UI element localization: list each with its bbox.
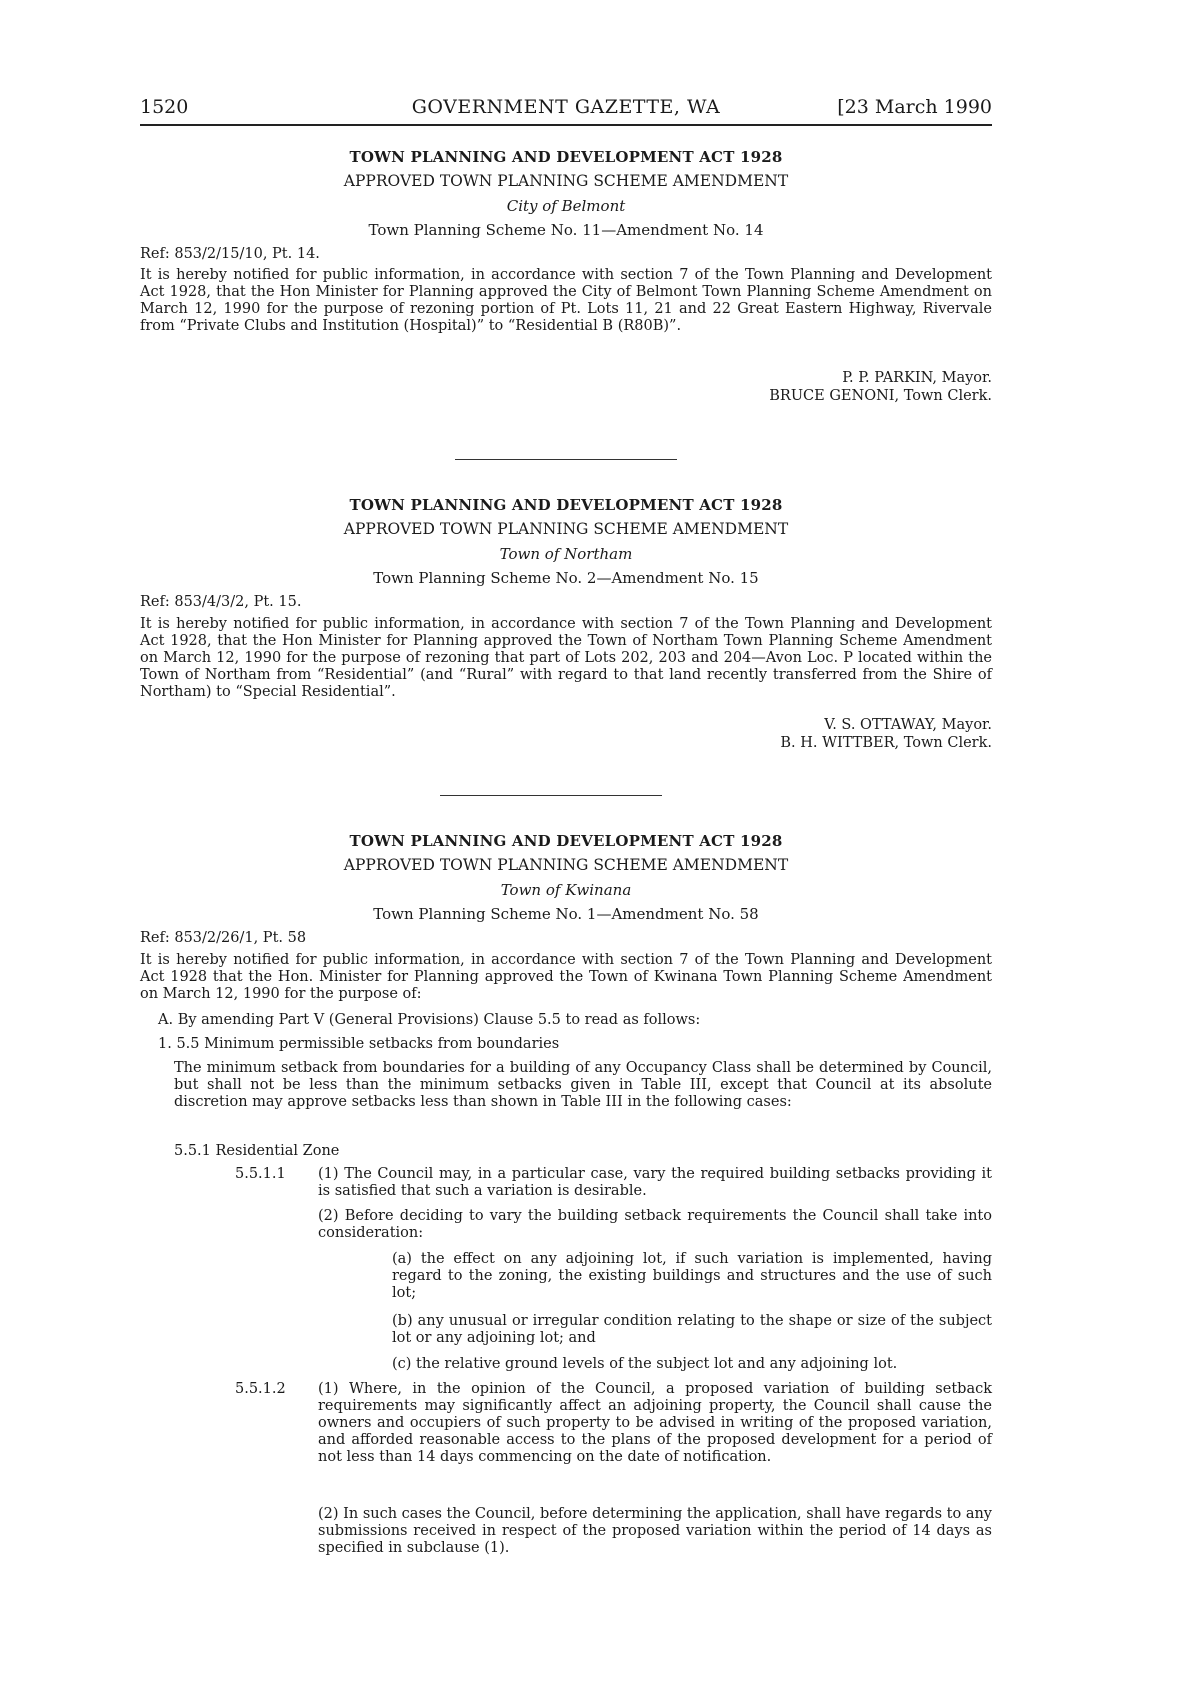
signatory-clerk: BRUCE GENONI, Town Clerk.: [769, 388, 992, 404]
notice-council: Town of Kwinana: [500, 881, 632, 899]
clause-item-a: (a) the effect on any adjoining lot, if such variation is implemented, having regard to the zoning, the existing buildings and structures and the use of such lot;: [392, 1251, 992, 1301]
page-number: 1520: [140, 96, 189, 118]
notice-body: It is hereby notified for public information, in accordance with section 7 of the Town Planning and Development Act 1928 that the Hon. Minister for Planning approved the Town of Kwinana Town Planning Scheme Amendment on March 12, 1990 for the purpose of:: [140, 952, 992, 1002]
notice-body: It is hereby notified for public information, in accordance with section 7 of the Town Planning and Development Act 1928, that the Hon Minister for Planning approved the City of Belmont Town Planning Scheme Amendment on March 12, 1990 for the purpose of rezoning portion of Pt. Lots 11, 21 and 22 Great Eastern Highway, Rivervale from “Private Clubs and Institution (Hospital)” to “Residential B (R80B)”.: [140, 267, 992, 334]
signatory-clerk: B. H. WITTBER, Town Clerk.: [780, 735, 992, 751]
clause-5-5-1-1-part-2: (2) Before deciding to vary the building setback requirements the Council shall take into consideration:: [318, 1208, 992, 1241]
section-divider: [440, 795, 662, 796]
notice-body: It is hereby notified for public information, in accordance with section 7 of the Town Planning and Development Act 1928, that the Hon Minister for Planning approved the Town of Northam Town Planning Scheme Amendment on March 12, 1990 for the purpose of rezoning that part of Lots 202, 203 and 204—Avon Loc. P located within the Town of Northam from “Residential” (and “Rural” with regard to that land recently transferred from the Shire of Northam) to “Special Residential”.: [140, 616, 992, 700]
clause-5-5-1-2-part-1: (1) Where, in the opinion of the Council, a proposed variation of building setback requirements may significantly affect an adjoining property, the Council shall cause the owners and occupiers of such property to be advised in writing of the proposed variation, and afforded reasonable access to the plans of the proposed development for a period of not less than 14 days commencing on the date of notification.: [318, 1381, 992, 1465]
notice-ref: Ref: 853/2/15/10, Pt. 14.: [140, 246, 320, 262]
notice-act-title: TOWN PLANNING AND DEVELOPMENT ACT 1928: [349, 148, 783, 166]
section-divider: [455, 459, 677, 460]
clause-5-5-1-2-part-2: (2) In such cases the Council, before determining the application, shall have regards to any submissions received in respect of the proposed variation within the period of 14 days as specified in subclause (1).: [318, 1506, 992, 1556]
notice-act-title: TOWN PLANNING AND DEVELOPMENT ACT 1928: [349, 496, 783, 514]
clause-number: 5.5.1.1: [235, 1166, 286, 1182]
notice-act-title: TOWN PLANNING AND DEVELOPMENT ACT 1928: [349, 832, 783, 850]
notice-council: Town of Northam: [499, 545, 633, 563]
clause-5-5-1-1-part-1: (1) The Council may, in a particular case, vary the required building setbacks providing it is satisfied that such a variation is desirable.: [318, 1166, 992, 1199]
notice-ref: Ref: 853/2/26/1, Pt. 58: [140, 930, 307, 946]
notice-scheme: Town Planning Scheme No. 1—Amendment No. 58: [373, 905, 759, 923]
clause-item-c: (c) the relative ground levels of the subject lot and any adjoining lot.: [392, 1356, 898, 1372]
clause-number: 5.5.1.2: [235, 1381, 286, 1397]
notice-scheme: Town Planning Scheme No. 11—Amendment No. 14: [368, 221, 764, 239]
clause-item-b: (b) any unusual or irregular condition relating to the shape or size of the subject lot or any adjoining lot; and: [392, 1313, 992, 1346]
notice-heading: APPROVED TOWN PLANNING SCHEME AMENDMENT: [343, 856, 789, 874]
notice-council: City of Belmont: [506, 197, 626, 215]
issue-date: [23 March 1990: [837, 96, 992, 118]
subclause-5-5-1: 5.5.1 Residential Zone: [174, 1143, 340, 1159]
header-rule: [140, 124, 992, 126]
notice-heading: APPROVED TOWN PLANNING SCHEME AMENDMENT: [343, 520, 789, 538]
notice-heading: APPROVED TOWN PLANNING SCHEME AMENDMENT: [343, 172, 789, 190]
signatory-mayor: V. S. OTTAWAY, Mayor.: [824, 717, 992, 733]
signatory-mayor: P. P. PARKIN, Mayor.: [842, 370, 992, 386]
clause-5-5-text: The minimum setback from boundaries for a building of any Occupancy Class shall be determined by Council, but shall not be less than the minimum setbacks given in Table III, except that Council at its absolute discretion may approve setbacks less than shown in Table III in the following cases:: [174, 1060, 992, 1110]
notice-ref: Ref: 853/4/3/2, Pt. 15.: [140, 594, 302, 610]
amendment-item-1: 1. 5.5 Minimum permissible setbacks from boundaries: [158, 1036, 560, 1052]
gazette-title: GOVERNMENT GAZETTE, WA: [411, 96, 721, 118]
amendment-item-a: A. By amending Part V (General Provisions) Clause 5.5 to read as follows:: [158, 1012, 701, 1028]
notice-scheme: Town Planning Scheme No. 2—Amendment No. 15: [373, 569, 759, 587]
